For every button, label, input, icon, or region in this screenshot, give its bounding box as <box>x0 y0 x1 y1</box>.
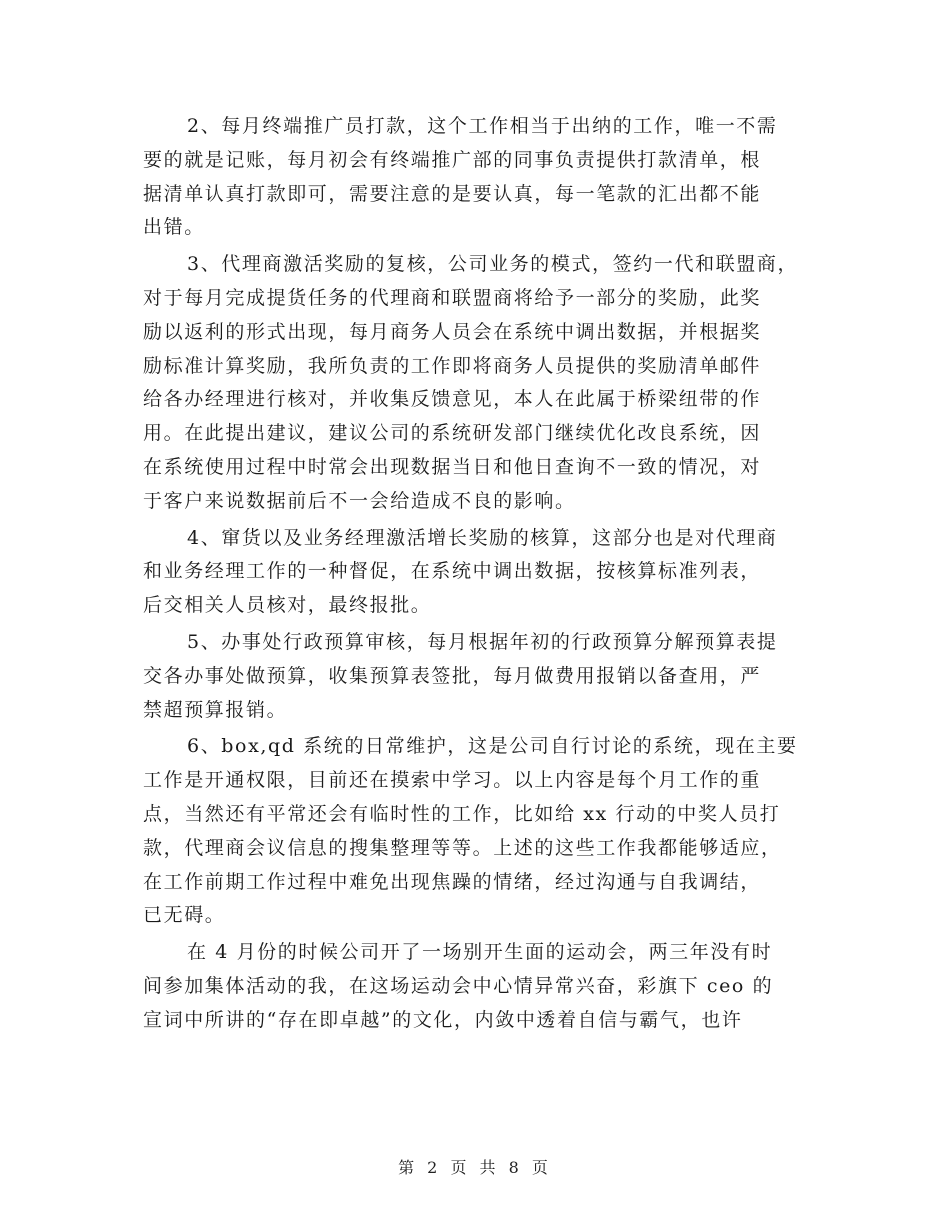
paragraph-item-5 <box>143 626 823 727</box>
text-line: 3、代理商激活奖励的复核，公司业务的模式，签约一代和联盟商， <box>187 253 799 276</box>
text-line: 和业务经理工作的一种督促，在系统中调出数据，按核算标准列表， <box>143 560 762 583</box>
paragraph-item-3 <box>143 248 823 518</box>
text-line: 交各办事处做预算，收集预算表签批，每月做费用报销以备查用，严 <box>143 664 762 687</box>
document-body <box>143 110 823 1041</box>
text-line: 于客户来说数据前后不一会给造成不良的影响。 <box>143 489 576 512</box>
text-line: 在系统使用过程中时常会出现数据当日和他日查询不一致的情况，对 <box>143 455 762 478</box>
text-line: 宣词中所讲的“存在即卓越”的文化，内敛中透着自信与霸气，也许 <box>143 1008 743 1031</box>
text-line: 在工作前期工作过程中难免出现焦躁的情绪，经过沟通与自我调结， <box>143 870 762 893</box>
text-line: 点，当然还有平常还会有临时性的工作，比如给 xx 行动的中奖人员打 <box>143 802 781 825</box>
text-line: 要的就是记账，每月初会有终端推广部的同事负责提供打款清单，根 <box>143 148 762 171</box>
paragraph-item-6 <box>143 730 823 933</box>
text-line: 间参加集体活动的我，在这场运动会中心情异常兴奋，彩旗下 ceo 的 <box>143 974 774 997</box>
text-line: 给各办经理进行核对，并收集反馈意见，本人在此属于桥梁纽带的作 <box>143 388 762 411</box>
text-line: 励以返利的形式出现，每月商务人员会在系统中调出数据，并根据奖 <box>143 320 762 343</box>
text-line: 款，代理商会议信息的搜集整理等等。上述的这些工作我都能够适应， <box>143 836 782 859</box>
text-line: 禁超预算报销。 <box>143 698 288 721</box>
text-line: 5、办事处行政预算审核，每月根据年初的行政预算分解预算表提 <box>187 630 778 653</box>
text-line: 2、每月终端推广员打款，这个工作相当于出纳的工作，唯一不需 <box>187 115 778 137</box>
paragraph-sports-meet <box>143 936 823 1037</box>
page-number-footer: 第 2 页 共 8 页 <box>398 1158 552 1177</box>
text-line: 励标准计算奖励，我所负责的工作即将商务人员提供的奖励清单邮件 <box>143 354 762 377</box>
text-line: 后交相关人员核对，最终报批。 <box>143 594 432 617</box>
text-line: 在 4 月份的时候公司开了一场别开生面的运动会，两三年没有时 <box>187 941 773 964</box>
text-line: 据清单认真打款即可，需要注意的是要认真，每一笔款的汇出都不能 <box>143 182 762 205</box>
paragraph-item-2 <box>143 110 823 245</box>
text-line: 4、窜货以及业务经理激活增长奖励的核算，这部分也是对代理商 <box>187 526 778 549</box>
text-line: 出错。 <box>143 216 205 239</box>
text-line: 用。在此提出建议，建议公司的系统研发部门继续优化改良系统，因 <box>143 422 762 445</box>
paragraph-item-4 <box>143 522 823 623</box>
text-line: 对于每月完成提货任务的代理商和联盟商将给予一部分的奖励，此奖 <box>143 286 762 309</box>
text-line: 6、box,qd 系统的日常维护，这是公司自行讨论的系统，现在主要 <box>187 735 798 758</box>
text-line: 工作是开通权限，目前还在摸索中学习。以上内容是每个月工作的重 <box>143 769 762 792</box>
text-line: 已无碍。 <box>143 904 226 927</box>
